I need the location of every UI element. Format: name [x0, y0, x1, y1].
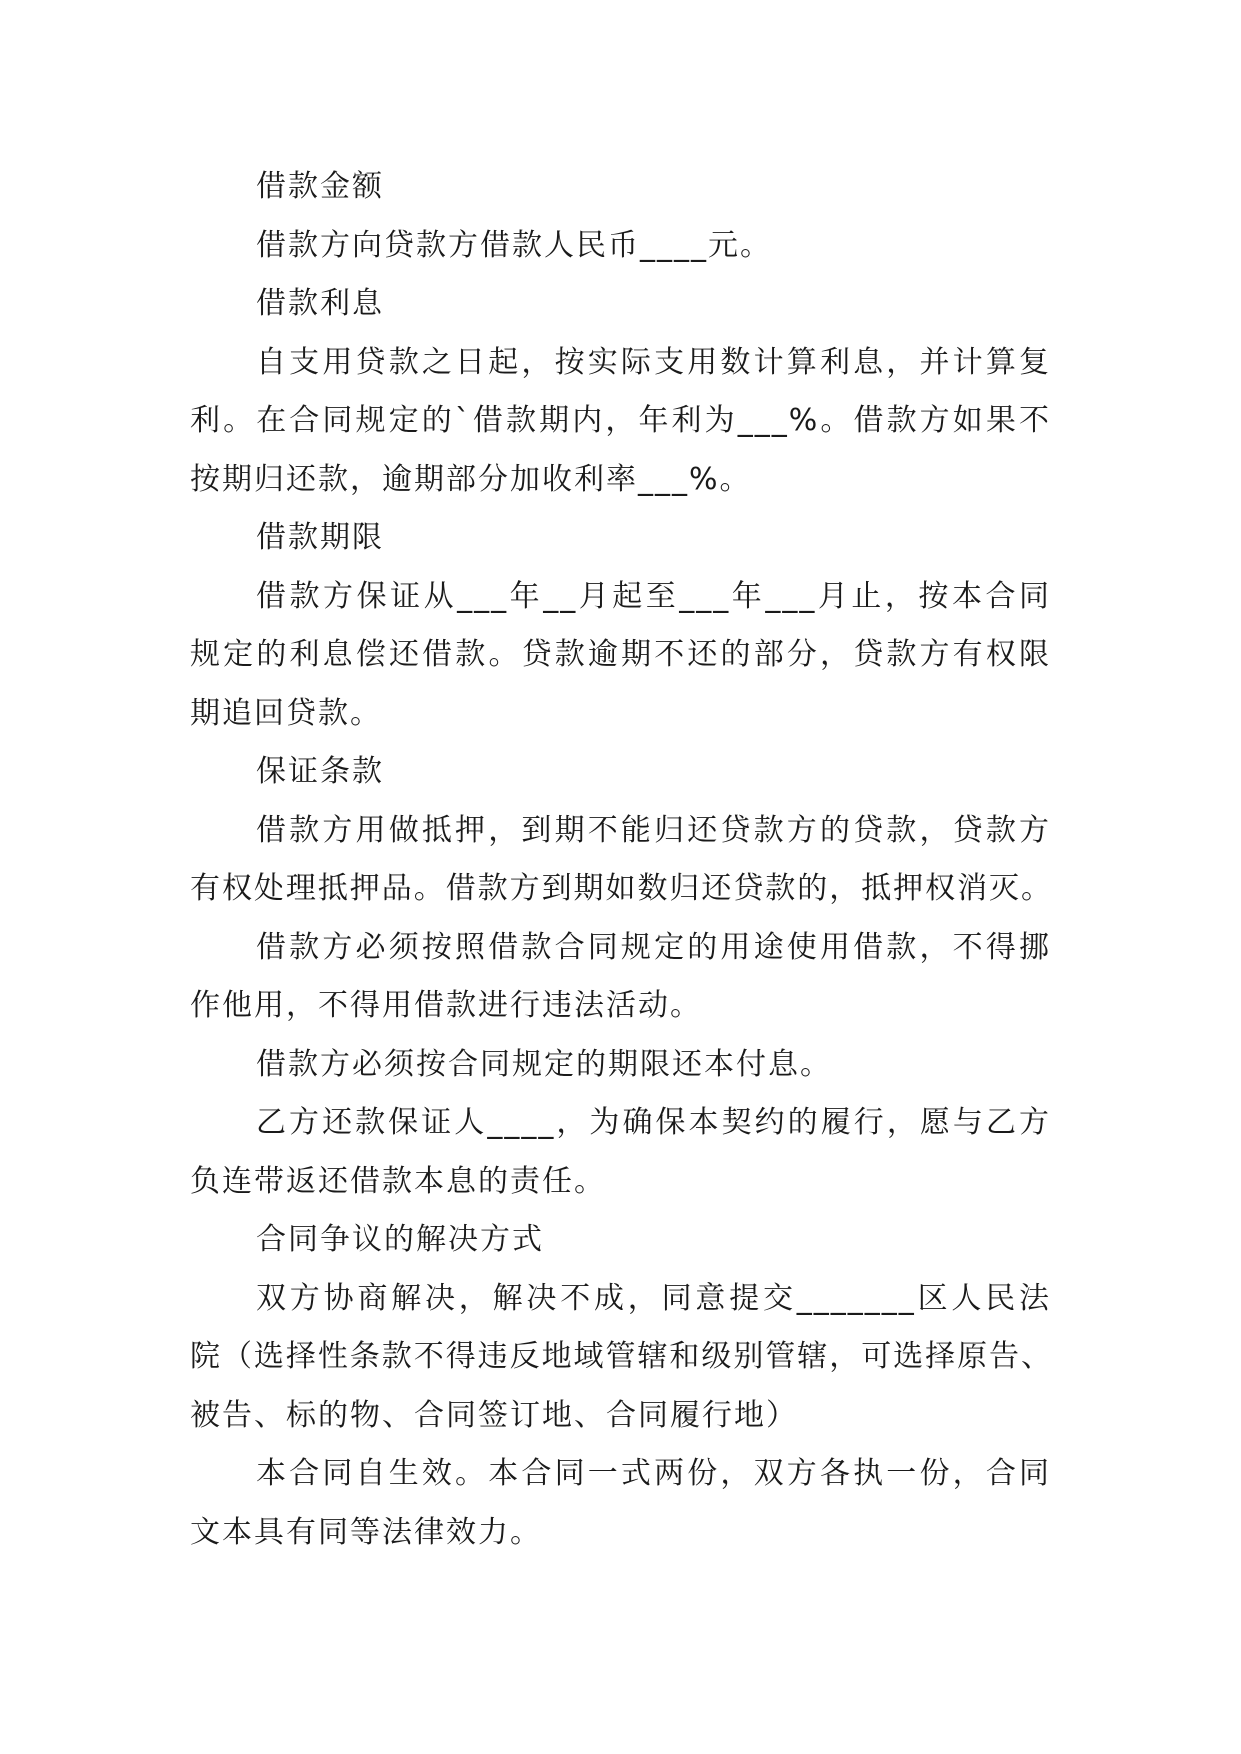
paragraph-dispute-line-1: 双方协商解决，解决不成，同意提交_______区人民法	[256, 1280, 1051, 1316]
paragraph-loan-amount: 借款方向贷款方借款人民币____元。	[256, 227, 772, 263]
paragraph-effect-line-2: 文本具有同等法律效力。	[190, 1514, 542, 1550]
paragraph-guarantor-line-2: 负连带返还借款本息的责任。	[190, 1163, 606, 1199]
heading-loan-term: 借款期限	[256, 520, 384, 555]
paragraph-dispute-line-3: 被告、标的物、合同签订地、合同履行地）	[190, 1397, 798, 1433]
paragraph-term-line-3: 期追回贷款。	[190, 695, 382, 731]
paragraph-term-line-2: 规定的利息偿还借款。贷款逾期不还的部分，贷款方有权限	[190, 637, 1051, 672]
paragraph-interest-line-2: 利。在合同规定的`借款期内，年利为___%。借款方如果不	[190, 403, 1051, 438]
heading-guarantee-clause: 保证条款	[256, 754, 384, 789]
paragraph-usage-line-2: 作他用，不得用借款进行违法活动。	[190, 988, 702, 1023]
paragraph-interest-line-3: 按期归还款，逾期部分加收利率___%。	[190, 461, 752, 497]
heading-loan-amount: 借款金额	[256, 169, 384, 204]
heading-loan-interest: 借款利息	[256, 286, 384, 321]
paragraph-interest-line-1: 自支用贷款之日起，按实际支用数计算利息，并计算复	[256, 344, 1051, 380]
paragraph-collateral-line-1: 借款方用做抵押，到期不能归还贷款方的贷款，贷款方	[256, 812, 1051, 848]
document-page	[190, 158, 1051, 1562]
heading-dispute-resolution: 合同争议的解决方式	[256, 1222, 544, 1257]
paragraph-repayment: 借款方必须按合同规定的期限还本付息。	[256, 1046, 832, 1082]
paragraph-dispute-line-2: 院（选择性条款不得违反地域管辖和级别管辖，可选择原告、	[190, 1339, 1051, 1374]
paragraph-effect-line-1: 本合同自生效。本合同一式两份，双方各执一份，合同	[256, 1456, 1051, 1491]
paragraph-usage-line-1: 借款方必须按照借款合同规定的用途使用借款，不得挪	[256, 929, 1051, 965]
paragraph-term-line-1: 借款方保证从___年__月起至___年___月止，按本合同	[256, 578, 1051, 614]
paragraph-collateral-line-2: 有权处理抵押品。借款方到期如数归还贷款的，抵押权消灭。	[190, 871, 1051, 906]
paragraph-guarantor-line-1: 乙方还款保证人____，为确保本契约的履行，愿与乙方	[256, 1105, 1051, 1140]
